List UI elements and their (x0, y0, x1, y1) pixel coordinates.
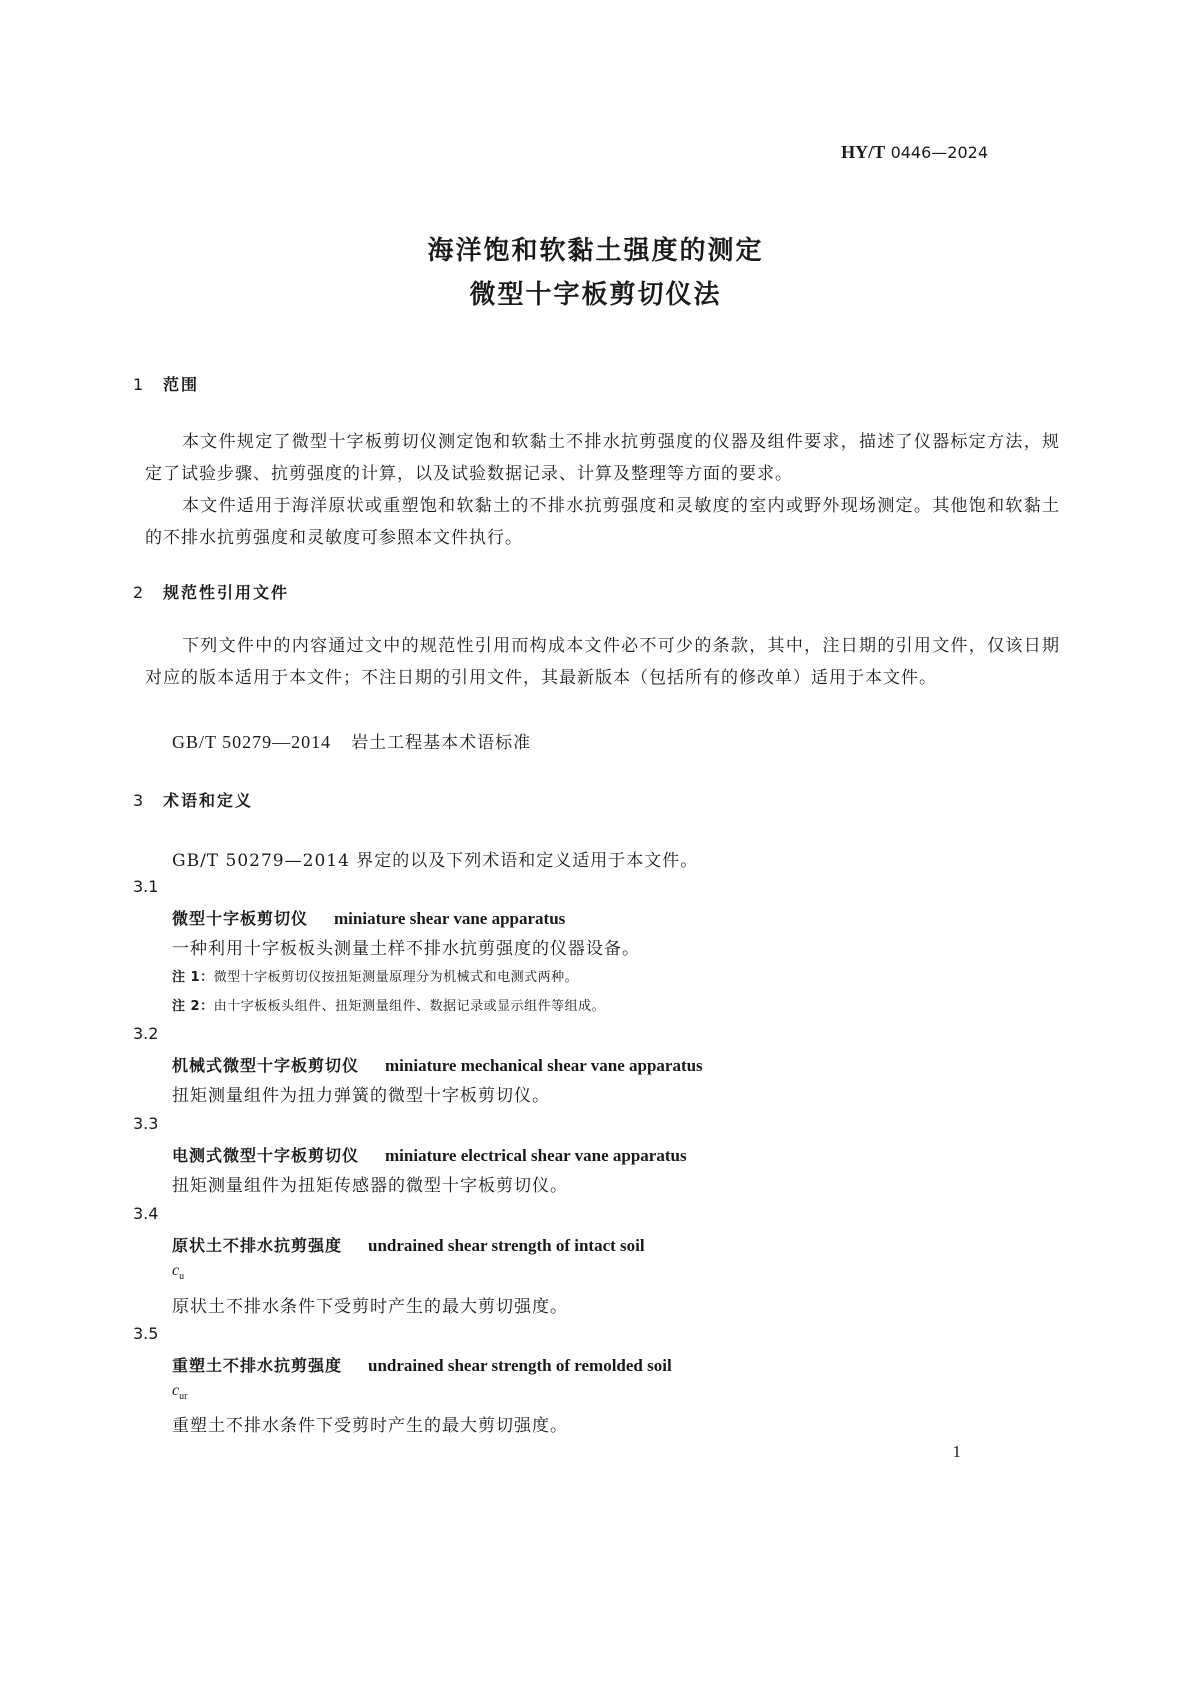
section-1-paragraph-1: 本文件规定了微型十字板剪切仪测定饱和软黏土不排水抗剪强度的仪器及组件要求，描述了仪器标定方法，规定了试验步骤、抗剪强度的计算，以及试验数据记录、计算及整理等方面的要求。 (145, 432, 1060, 484)
standard-number (841, 142, 988, 163)
term-title: 原状土不排水抗剪强度 undrained shear strength of intact soil (172, 1236, 645, 1255)
term-definition: 扭矩测量组件为扭力弹簧的微型十字板剪切仪。 (172, 1086, 550, 1106)
clause-number: 3.5 (133, 1324, 159, 1343)
reference-title: 岩土工程基本术语标准 (351, 733, 532, 753)
note-1: 注 1：微型十字板剪切仪按扭矩测量原理分为机械式和电测式两种。 (172, 970, 579, 985)
section-2-paragraph-1: 下列文件中的内容通过文中的规范性引用而构成本文件必不可少的条款，其中，注日期的引用文件，仅该日期对应的版本适用于本文件；不注日期的引用文件，其最新版本（包括所有的修改单）适用于本文件。 (145, 636, 1060, 688)
page-number: 1 (952, 1442, 961, 1461)
clause-number: 3.1 (133, 877, 159, 896)
section-1-paragraph-2: 本文件适用于海洋原状或重塑饱和软黏土的不排水抗剪强度和灵敏度的室内或野外现场测定。其他饱和软黏土的不排水抗剪强度和灵敏度可参照本文件执行。 (145, 496, 1060, 548)
term-definition: 一种利用十字板板头测量土样不排水抗剪强度的仪器设备。 (172, 939, 640, 959)
term-definition: 原状土不排水条件下受剪时产生的最大剪切强度。 (172, 1297, 568, 1317)
standard-code: HY/T (841, 142, 886, 162)
reference-code: GB/T 50279—2014 (172, 732, 332, 752)
term-title: 机械式微型十字板剪切仪 miniature mechanical shear vane apparatus (172, 1056, 703, 1075)
section-1-heading: 1 范围 (133, 375, 200, 394)
note-2: 注 2：由十字板板头组件、扭矩测量组件、数据记录或显示组件等组成。 (172, 999, 606, 1014)
term-symbol: $c_u$ (172, 1262, 185, 1283)
doc-title-line2: 微型十字板剪切仪法 (469, 280, 722, 310)
term-title: 电测式微型十字板剪切仪 miniature electrical shear vane apparatus (172, 1146, 687, 1165)
normative-reference (172, 728, 531, 753)
term-title: 微型十字板剪切仪 miniature shear vane apparatus (172, 909, 566, 928)
term-symbol: $c_{ur}$ (172, 1382, 188, 1403)
clause-number: 3.3 (133, 1114, 159, 1133)
term-definition: 重塑土不排水条件下受剪时产生的最大剪切强度。 (172, 1416, 568, 1436)
doc-title-line1: 海洋饱和软黏土强度的测定 (427, 236, 764, 266)
section-3-heading: 3 术语和定义 (133, 791, 254, 810)
clause-number: 3.4 (133, 1204, 159, 1223)
section-3-intro: GB/T 50279—2014 界定的以及下列术语和定义适用于本文件。 (172, 851, 699, 871)
term-definition: 扭矩测量组件为扭矩传感器的微型十字板剪切仪。 (172, 1176, 568, 1196)
term-title: 重塑土不排水抗剪强度 undrained shear strength of remolded soil (172, 1356, 672, 1375)
clause-number: 3.2 (133, 1024, 159, 1043)
standard-year: 0446—2024 (890, 143, 988, 162)
section-2-heading: 2 规范性引用文件 (133, 583, 290, 602)
